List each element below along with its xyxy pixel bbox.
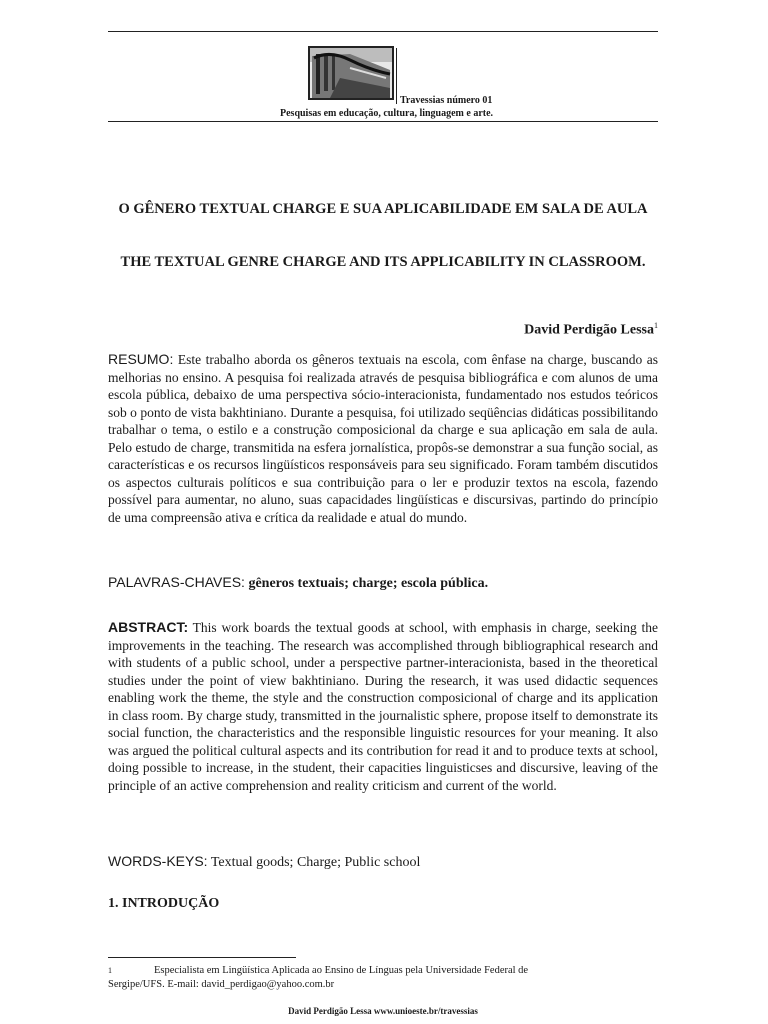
words-keys (108, 853, 420, 871)
palavras-chaves-label: PALAVRAS-CHAVES: (108, 574, 245, 590)
title-english: THE TEXTUAL GENRE CHARGE AND ITS APPLICABILITY IN CLASSROOM. (120, 254, 646, 270)
footnote-text-line2: Sergipe/UFS. E-mail: david_perdigao@yahoo.com.br (108, 979, 335, 990)
abstract-label: ABSTRACT: (108, 619, 189, 635)
resumo-paragraph (108, 351, 658, 526)
palavras-chaves-value: gêneros textuais; charge; escola pública. (248, 576, 489, 591)
footnote (108, 964, 658, 992)
logo-photo-icon (310, 48, 392, 98)
section-heading: 1. INTRODUÇÃO (108, 896, 220, 911)
title-portuguese: O GÊNERO TEXTUAL CHARGE E SUA APLICABILIDADE EM SALA DE AULA (118, 201, 648, 217)
journal-subtitle: Pesquisas em educação, cultura, linguagem e arte. (280, 108, 494, 119)
footnote-text-line1: Especialista em Lingüística Aplicada ao Ensino de Línguas pela Universidade Federal de (154, 965, 529, 976)
abstract-paragraph (108, 619, 658, 794)
resumo-label: RESUMO: (108, 351, 174, 367)
resumo-text: Este trabalho aborda os gêneros textuais na escola, com ênfase na charge, buscando as melhorias no ensino. A pesquisa foi realizada através de pesquisa bibliográfica e com alunos de uma escola pública, debaixo de uma perspectiva sócio-interacionista, fundamentado nos estudos teóricos sob o ponto de vista bakhtiniano. Durante a pesquisa, foi utilizado seqüências didáticas possibilitando trabalhar o tema, o estilo e a construção composicional da charge e sua aplicação em sala de aula. Pelo estudo de charge, transmitida na esfera jornalística, propôs-se demonstrar a sua função social, as características e os recursos lingüísticos responsáveis para seu significado. Foram também discutidos os aspectos culturais políticos e sua contribuição para o ler e produzir textos na escola, fazendo possível para aumentar, no aluno, suas capacidades lingüísticas e discursivas, partindo do princípio de uma compreensão ativa e crítica da realidade e atual do mundo. (108, 352, 659, 525)
author-name (524, 321, 658, 339)
abstract-text: This work boards the textual goods at school, with emphasis in charge, seeking the improvements in the teaching. The research was accomplished through bibliographical research and with students of a public school, under a perspective partner-interacionista, based in the theoretical studies under the point of view bakhtiniano. During the research, it was used didactic sequences enabling work the theme, the style and the construction composicional of charge and its application in class room. By charge study, transmitted in the journalistic sphere, propose itself to demonstrate its social function, the characteristics and the responsible linguistic resources for your meaning. It also was argued the political cultural aspects and its contribution for read it and to produce texts at school, doing possible to increase, in the student, their capacities linguisticses and discursive, leaving of the principle of an active comprehension and reality criticism and current of the world. (108, 620, 658, 793)
page-footer: David Perdigão Lessa www.unioeste.br/travessias (288, 1006, 478, 1016)
words-keys-value: Textual goods; Charge; Public school (210, 855, 421, 870)
words-keys-label: WORDS-KEYS: (108, 853, 208, 869)
footnote-rule (108, 957, 296, 958)
footnote-mark: 1 (108, 966, 112, 975)
journal-logo (308, 46, 394, 100)
author-footnote-mark: 1 (654, 321, 658, 330)
journal-name: Travessias número 01 (400, 95, 493, 106)
logo-divider (396, 48, 397, 104)
author-name-text: David Perdigão Lessa (524, 322, 654, 338)
header-rule (108, 121, 658, 122)
palavras-chaves (108, 574, 488, 592)
top-rule (108, 31, 658, 32)
